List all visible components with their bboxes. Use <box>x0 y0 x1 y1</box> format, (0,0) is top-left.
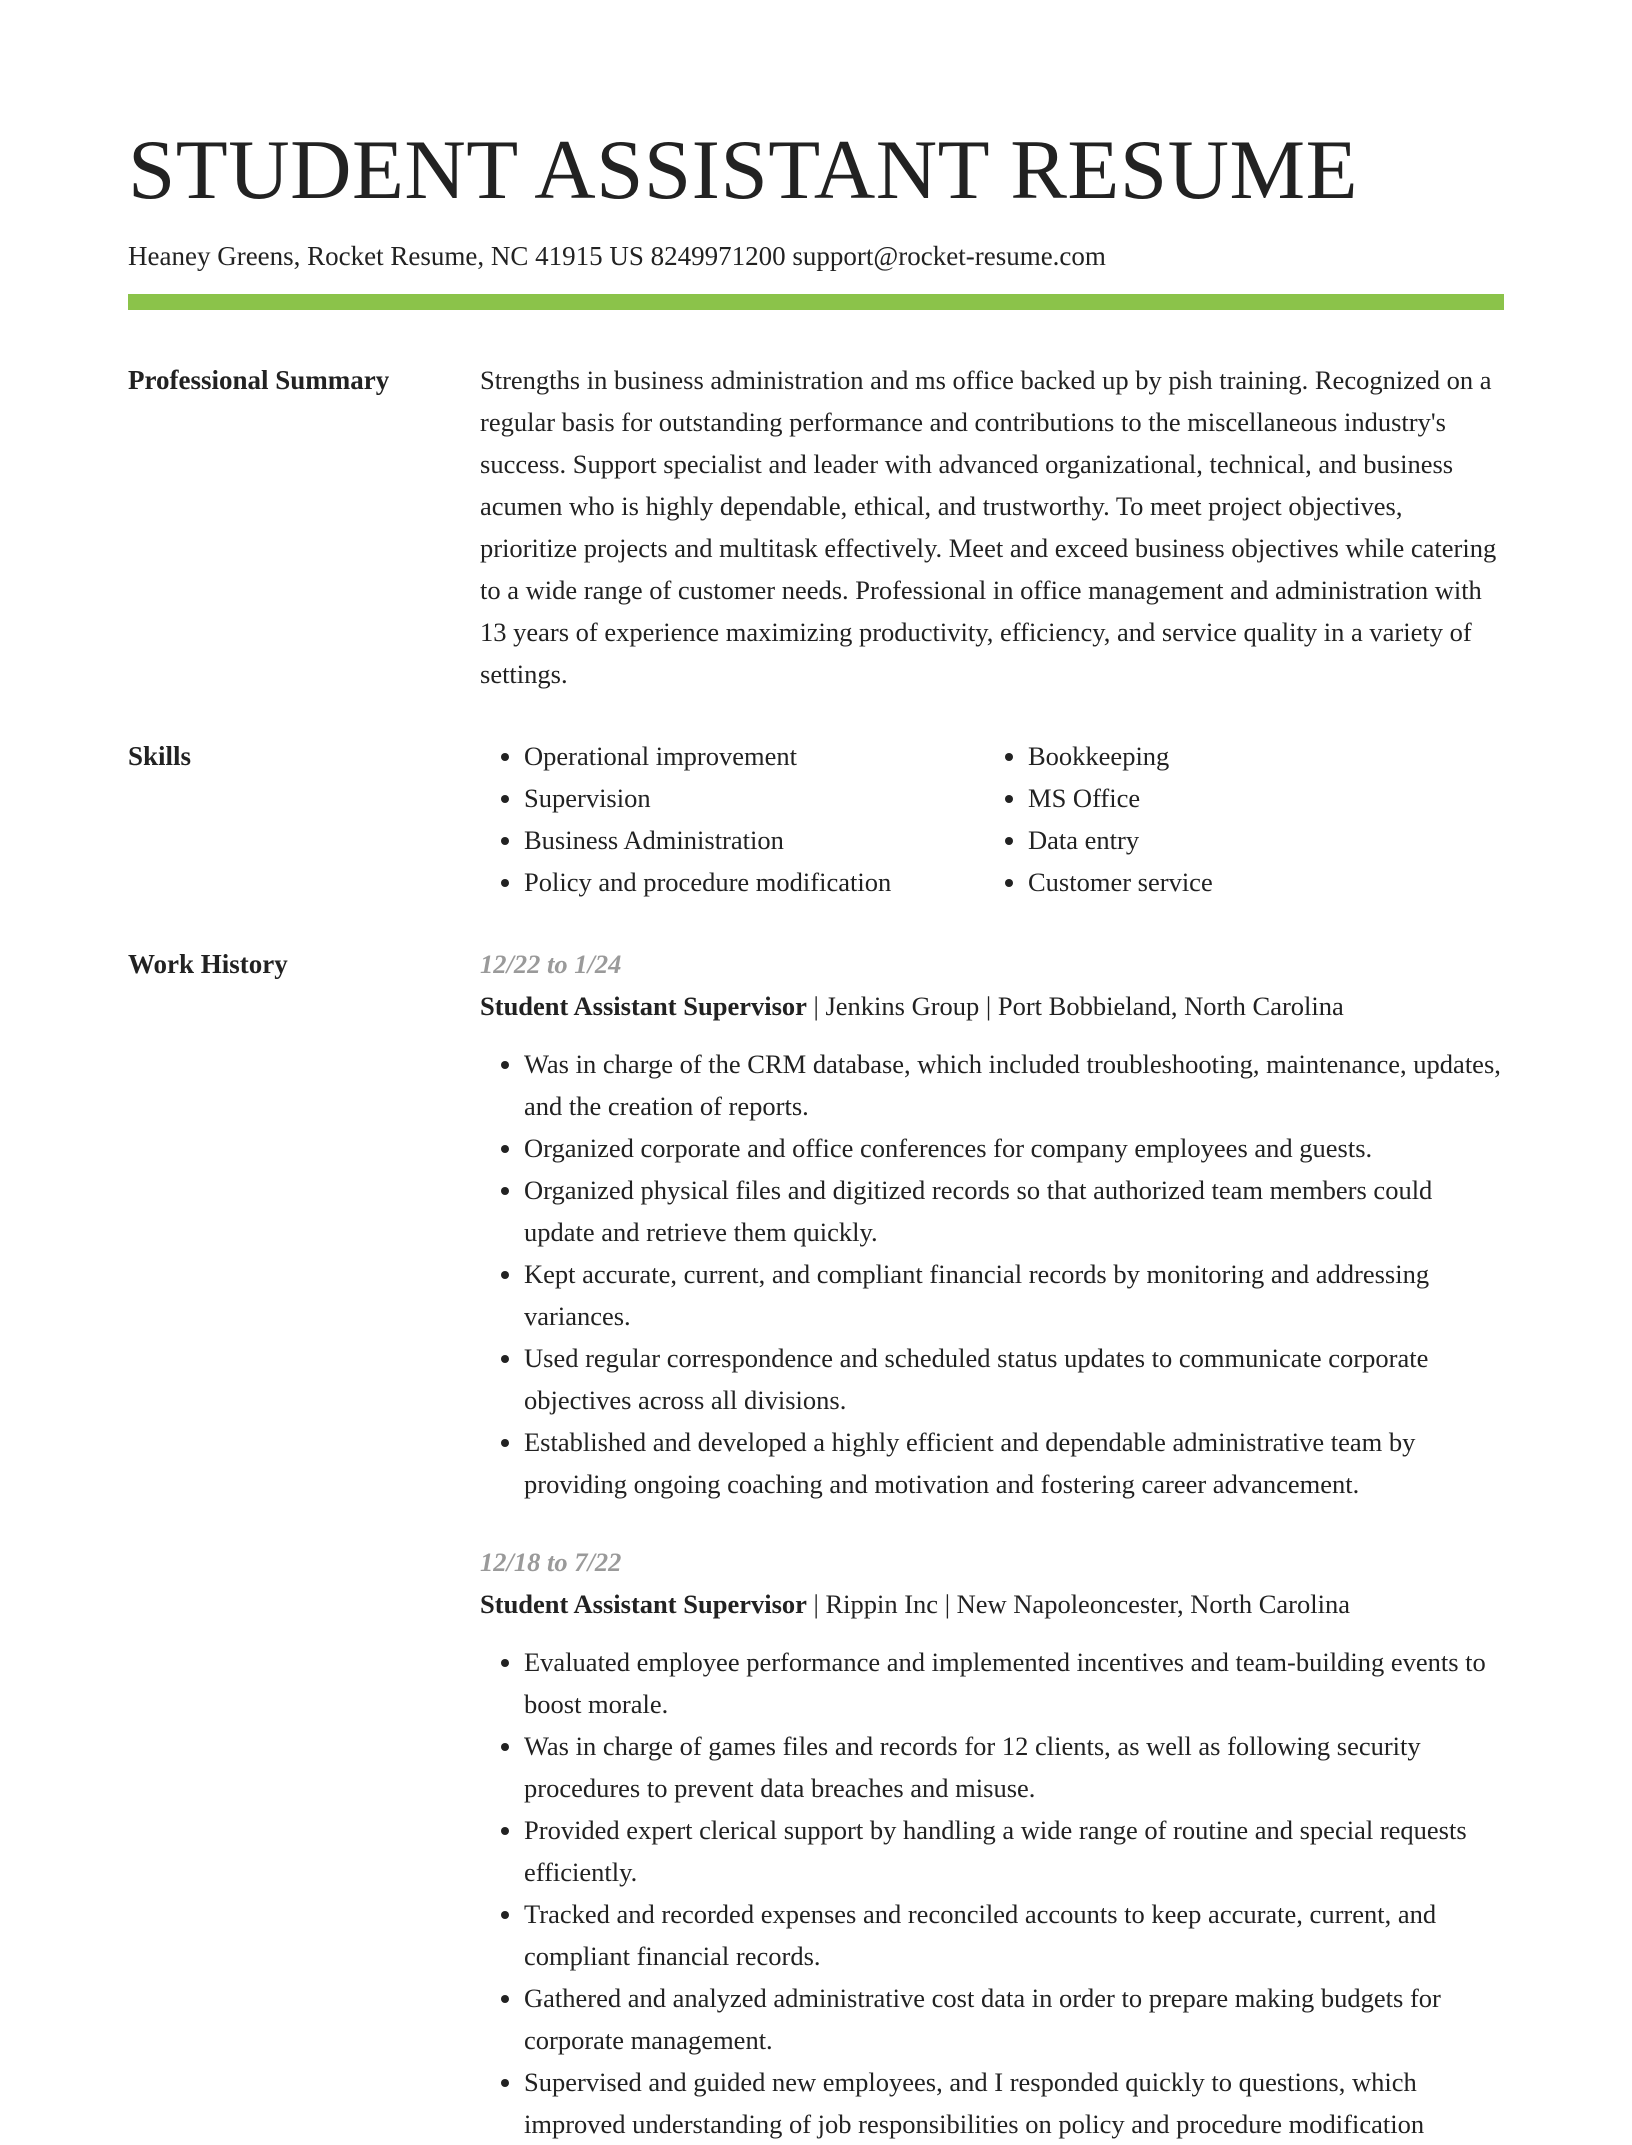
job-employer-location: | Jenkins Group | Port Bobbieland, North Carolina <box>806 991 1344 1021</box>
job-bullet: • Was in charge of the CRM database, which included troubleshooting, maintenance, updates, and the creation of reports. <box>524 1043 1504 1127</box>
summary-section <box>128 359 1504 695</box>
job-bullet: • Tracked and recorded expenses and reconciled accounts to keep accurate, current, and compliant financial records. <box>524 1893 1504 1977</box>
job-bullets <box>480 1641 1504 2145</box>
summary-heading: Professional Summary <box>128 365 390 395</box>
job-employer-location: | Rippin Inc | New Napoleoncester, North Carolina <box>806 1589 1350 1619</box>
work-history-heading: Work History <box>128 949 288 979</box>
skills-body <box>480 735 1504 903</box>
job-bullet: • Used regular correspondence and scheduled status updates to communicate corporate objectives across all divisions. <box>524 1337 1504 1421</box>
job-bullet: • Established and developed a highly efficient and dependable administrative team by providing ongoing coaching and motivation and fostering career advancement. <box>524 1421 1504 1505</box>
job-title: Student Assistant Supervisor <box>480 991 807 1021</box>
job-bullet: • Kept accurate, current, and compliant financial records by monitoring and addressing variances. <box>524 1253 1504 1337</box>
resume-title: STUDENT ASSISTANT RESUME <box>128 123 1359 217</box>
job-bullet: • Organized corporate and office conferences for company employees and guests. <box>524 1127 1504 1169</box>
job-entry <box>480 943 1504 1505</box>
skills-heading: Skills <box>128 741 192 771</box>
job-bullet: • Was in charge of games files and records for 12 clients, as well as following security procedures to prevent data breaches and misuse. <box>524 1725 1504 1809</box>
job-title: Student Assistant Supervisor <box>480 1589 807 1619</box>
skills-section <box>128 735 1504 903</box>
work-history-body <box>480 943 1504 2145</box>
job-bullet: • Supervised and guided new employees, and I responded quickly to questions, which improved understanding of job responsibilities on policy and procedure modification <box>524 2061 1504 2145</box>
skills-list-left <box>480 735 984 903</box>
job-title-line <box>480 1583 1504 1625</box>
job-bullet: • Gathered and analyzed administrative cost data in order to prepare making budgets for corporate management. <box>524 1977 1504 2061</box>
contact-line: Heaney Greens, Rocket Resume, NC 41915 US 8249971200 support@rocket-resume.com <box>128 241 1106 271</box>
job-bullet: • Provided expert clerical support by handling a wide range of routine and special requests efficiently. <box>524 1809 1504 1893</box>
job-dates: 12/22 to 1/24 <box>480 949 622 979</box>
resume-page <box>128 0 1504 2145</box>
skill-item: • Data entry <box>1028 819 1488 861</box>
job-entry <box>480 1541 1504 2145</box>
skill-item: • Policy and procedure modification <box>524 861 984 903</box>
skill-item: • MS Office <box>1028 777 1488 819</box>
accent-divider <box>128 294 1504 310</box>
skill-item: • Bookkeeping <box>1028 735 1488 777</box>
summary-text: Strengths in business administration and ms office backed up by pish training. Recognized on a regular basis for outstanding performance and contributions to the miscellaneous industry's success. Support specialist and leader with advanced organizational, technical, and business acumen who is highly dependable, ethical, and trustworthy. To meet project objectives, prioritize projects and multitask effectively. Meet and exceed business objectives while catering to a wide range of customer needs. Professional in office management and administration with 13 years of experience maximizing productivity, efficiency, and service quality in a variety of settings. <box>480 365 1497 689</box>
summary-body <box>480 359 1504 695</box>
skill-item: • Operational improvement <box>524 735 984 777</box>
skill-item: • Business Administration <box>524 819 984 861</box>
work-history-section <box>128 943 1504 2145</box>
skills-list-right <box>984 735 1488 903</box>
job-bullet: • Organized physical files and digitized records so that authorized team members could update and retrieve them quickly. <box>524 1169 1504 1253</box>
job-bullet: • Evaluated employee performance and implemented incentives and team-building events to boost morale. <box>524 1641 1504 1725</box>
job-title-line <box>480 985 1504 1027</box>
skill-item: • Customer service <box>1028 861 1488 903</box>
job-dates: 12/18 to 7/22 <box>480 1547 622 1577</box>
job-bullets <box>480 1043 1504 1505</box>
skill-item: • Supervision <box>524 777 984 819</box>
